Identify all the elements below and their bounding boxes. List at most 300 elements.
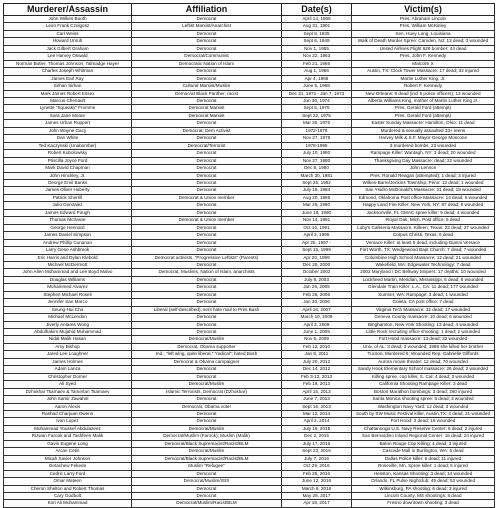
affiliation-cell: Democrat — [132, 418, 282, 425]
victims-cell: Walk of Death Murder Spree: Camden, NJ: 13 dead; 3 wounded — [352, 38, 495, 45]
murderer-cell: Mohammed Alvarez — [4, 284, 132, 291]
victims-cell: Alberta Williams King, mother of Martin Luther King Jr. — [352, 97, 495, 104]
murderer-cell: Seung-Hui Cho — [4, 306, 132, 313]
table-row — [4, 90, 495, 97]
affiliation-cell: Democrat — [132, 135, 282, 142]
murderer-cell: Leon Frank Czolgosz — [4, 23, 132, 30]
victims-cell: Pres. Gerald Ford (attempt) — [352, 105, 495, 112]
victims-cell: Wilkinsburg, PA shooting: 6 dead; 3 injured — [352, 485, 495, 492]
date-cell: April 15, 2013 — [282, 388, 352, 395]
murderer-cell: James Earl Ray — [4, 75, 132, 82]
affiliation-cell: Democrat — [132, 150, 282, 157]
affiliation-cell: Democrat, Obama voter — [132, 403, 282, 410]
affiliation-cell: Democrat & Union member — [132, 217, 282, 224]
affiliation-cell: Democrat Black Panther, racist — [132, 90, 282, 97]
date-cell: Nov 14, 1991 — [282, 217, 352, 224]
affiliation-cell: Democrat/Muslim — [132, 448, 282, 455]
affiliation-cell: Democrat — [132, 299, 282, 306]
murderer-cell: Eric Harris and Dylan Klebold — [4, 254, 132, 261]
murderer-cell: James Oliver Huberty — [4, 187, 132, 194]
date-cell: Oct 29, 2016 — [282, 463, 352, 470]
victims-cell: Thanksgiving Day Massacre: dead; 22 wounded — [352, 157, 495, 164]
victims-cell: Binghamton, New York Shooting: 13 dead; 4 wounded — [352, 321, 495, 328]
date-cell: Jan 26, 2005 — [282, 284, 352, 291]
affiliation-cell: Democrat — [132, 172, 282, 179]
date-cell: July 17, 2016 — [282, 440, 352, 447]
date-cell: Dec 26, 2000 — [282, 261, 352, 268]
table-row — [4, 351, 495, 358]
murderer-cell: Douglas Williams — [4, 276, 132, 283]
murderer-cell: Cary Godbolt — [4, 493, 132, 500]
victims-cell: Pres. William McKinley — [352, 23, 495, 30]
table-row — [4, 261, 495, 268]
date-cell: Sept 5, 1975 — [282, 105, 352, 112]
table-row — [4, 172, 495, 179]
date-cell: April 3, 1995 — [282, 232, 352, 239]
affiliation-cell: Democrat — [132, 239, 282, 246]
murderer-cell: Ali Syed — [4, 381, 132, 388]
victims-cell: Fresno downtown shooting: 3 dead — [352, 500, 495, 507]
table-row — [4, 329, 495, 336]
murderer-cell: Cedric Larry Ford — [4, 470, 132, 477]
affiliation-cell: Democrat — [132, 202, 282, 209]
table-row — [4, 38, 495, 45]
header-murderer: Murderer/Assassin — [4, 4, 132, 16]
date-cell: April 3, 2009 — [282, 321, 352, 328]
victims-cell: Hesston, Kansas Shooting: 3 dead; 14 wounded — [352, 470, 495, 477]
affiliation-cell: Democrat & Union member — [132, 194, 282, 201]
murderer-cell: Jack Gilbert Graham — [4, 45, 132, 52]
affiliation-cell: Democrat/Muslim/ISIS — [132, 478, 282, 485]
table-row — [4, 150, 495, 157]
victims-cell: Fort Worth, TX: Wedgewood Bapt Church: 7 dead; 7 wounded — [352, 247, 495, 254]
date-cell: Jan 30, 2006 — [282, 299, 352, 306]
victims-cell: Killing spree, cop killer, S. Cal: 4 dead; 3 wounded — [352, 373, 495, 380]
murderer-cell: Sara Jane Moore — [4, 112, 132, 119]
affiliation-cell: Democrat Marxist — [132, 112, 282, 119]
date-cell: Apr 18, 2017 — [282, 500, 352, 507]
murderer-cell: Norman Butler, Thomas Johnson, Talmadge Hayer — [4, 60, 132, 67]
murderer-cell: Marcus Chenault — [4, 97, 132, 104]
date-cell: Mar 12, 2014 — [282, 411, 352, 418]
table-row — [4, 291, 495, 298]
date-cell: June 12, 2016 — [282, 478, 352, 485]
affiliation-cell: Democrat — [132, 411, 282, 418]
date-cell: Dec 14, 2012 — [282, 366, 352, 373]
table-row — [4, 30, 495, 37]
murderer-cell: Priscilla Joyce Ford — [4, 157, 132, 164]
murderer-cell: Thomas McIlvane — [4, 217, 132, 224]
affiliation-cell: Democrat — [132, 38, 282, 45]
murderer-cell: Michael McDermott — [4, 261, 132, 268]
victims-cell: San Ysidro McDonald's Massacre: 21 dead; 19 wounded — [352, 187, 495, 194]
victims-cell: New Orleans: 9 dead (incl 5 police officers); 13 wounded — [352, 90, 495, 97]
date-cell: Aug 20, 1986 — [282, 194, 352, 201]
table-row — [4, 284, 495, 291]
victims-cell: Sumner, WA: Rampage: 3 dead; 1 wounded — [352, 291, 495, 298]
affiliation-cell: Democrat — [132, 179, 282, 186]
victims-cell: Fort Hood: 3 dead; 16 wounded — [352, 418, 495, 425]
victims-cell: Luby's Cafeteria Massacre, Killeen, Texas: 23 dead; 27 wounded — [352, 224, 495, 231]
affiliation-cell: Democrat & Obama campaigner — [132, 358, 282, 365]
table-row — [4, 299, 495, 306]
date-cell: Sept 6, 1949 — [282, 38, 352, 45]
victims-cell: Easter Sunday Massacre: Hamilton, Ohio: 11 dead — [352, 120, 495, 127]
affiliation-cell: Democrat — [132, 120, 282, 127]
victims-cell: Harvey Milk & S.F. Mayor George Moscone — [352, 135, 495, 142]
affiliation-cell: Democrat — [132, 261, 282, 268]
date-cell: Dec 2, 2015 — [282, 433, 352, 440]
table-row — [4, 448, 495, 455]
murderer-cell: James Urban Ruppert — [4, 120, 132, 127]
date-cell: Sept 15, 1999 — [282, 247, 352, 254]
date-cell: July 8, 2003 — [282, 276, 352, 283]
table-row — [4, 478, 495, 485]
affiliation-cell: Democrat — [132, 291, 282, 298]
victims-cell: Roseville, Mn. Spree killer: 1 dead; 5 injured — [352, 463, 495, 470]
table-row — [4, 254, 495, 261]
murderer-cell: Mark James Robert Essex — [4, 90, 132, 97]
date-cell: 1978-1995 — [282, 142, 352, 149]
date-cell: Feb 3-12, 2013 — [282, 373, 352, 380]
murderer-cell: Aaron Alexis — [4, 403, 132, 410]
victims-cell: Tucson, Murdered 6; Wounded Rep. Gabrielle Giffords — [352, 351, 495, 358]
victims-cell: Lockheed Martin, Meridian, Mississippi, 6 dead; 8 wounded — [352, 276, 495, 283]
date-cell: Feb 25, 2016 — [282, 470, 352, 477]
murderer-cell: Gavin Eugene Long — [4, 440, 132, 447]
victims-cell: Glendale Train Killer: L.A., CA: 11 dead; 177 wounded — [352, 284, 495, 291]
table-row — [4, 433, 495, 440]
date-cell: March 30, 1981 — [282, 172, 352, 179]
murderer-cell: Christopher Dorner — [4, 373, 132, 380]
murderer-cell: Rashad Charjuan Owens — [4, 411, 132, 418]
victims-cell: Boston Marathon bombings: 3 dead; 260 injured — [352, 388, 495, 395]
table-row — [4, 470, 495, 477]
date-cell: April 14, 1865 — [282, 16, 352, 23]
affiliation-cell: Democrat/Terrorist — [132, 142, 282, 149]
victims-cell: Corpus Christi, Texas: 6 dead — [352, 232, 495, 239]
date-cell: July 10, 1980 — [282, 150, 352, 157]
affiliation-cell: Democrat/Communist — [132, 53, 282, 60]
victims-cell: Cascade Mall in Burlington, WA: 5 dead — [352, 448, 495, 455]
affiliation-cell: Democrat/Black Supremacist/Racist/BLM — [132, 455, 282, 462]
table-row — [4, 217, 495, 224]
date-cell: Feb 26, 2005 — [282, 291, 352, 298]
date-cell: Sept 8, 1935 — [282, 30, 352, 37]
victims-cell: John Lennon — [352, 165, 495, 172]
table-row — [4, 75, 495, 82]
victims-cell: Santa Monica shooting spree: 5 dead; 3 wounded — [352, 396, 495, 403]
victims-cell: Baton Rouge Cop Killing: 4 dead; 3 injured — [352, 440, 495, 447]
table-row — [4, 23, 495, 30]
date-cell: Aug 1, 1966 — [282, 68, 352, 75]
affiliation-cell: Democrat — [132, 97, 282, 104]
murderer-cell: Larry Gene Ashbrook — [4, 247, 132, 254]
victims-cell: United Airlines Flight 629 bomber; 44 dead — [352, 45, 495, 52]
date-cell: April 2, 2014 — [282, 418, 352, 425]
victims-cell: Pres. Abraham Lincoln — [352, 16, 495, 23]
date-cell: June 7, 2013 — [282, 396, 352, 403]
table-row — [4, 276, 495, 283]
table-row — [4, 343, 495, 350]
murderer-cell: Cheron Shelton and Robert Thomas — [4, 485, 132, 492]
murderer-cell: Arcan Cetin — [4, 448, 132, 455]
affiliation-cell: Democrat Marxist — [132, 105, 282, 112]
date-cell: Nov 27, 1978 — [282, 135, 352, 142]
table-row — [4, 16, 495, 23]
date-cell: Nov 27, 1980 — [282, 157, 352, 164]
murderer-cell: Andrew Phillip Cunanan — [4, 239, 132, 246]
date-cell: July 18, 1984 — [282, 187, 352, 194]
date-cell: Dec 31, 1972 - Jan 7, 1973 — [282, 90, 352, 97]
date-cell: Aug 31, 1901 — [282, 23, 352, 30]
affiliation-cell: Democrat — [132, 16, 282, 23]
table-row — [4, 45, 495, 52]
affiliation-cell: Democrat — [132, 373, 282, 380]
table-row — [4, 194, 495, 201]
date-cell: June 5, 1968 — [282, 83, 352, 90]
affiliation-cell: Democrat — [132, 485, 282, 492]
victims-cell: Royal Oak, Mich. Post office: 5 dead — [352, 217, 495, 224]
date-cell: Apr 4, 1968 — [282, 75, 352, 82]
table-row — [4, 440, 495, 447]
date-cell: Nov 22, 1963 — [282, 53, 352, 60]
table-row — [4, 455, 495, 462]
date-cell: Apr 25, 1997 - — [282, 239, 352, 246]
affiliation-cell: Democratic Nation of Islam — [132, 60, 282, 67]
table-row — [4, 127, 495, 134]
murderer-cell: Robert Kubolowsky — [4, 150, 132, 157]
date-cell: May 28, 2017 — [282, 493, 352, 500]
victims-cell: Univ. of AL: 3 dead; 3 wounded; 1986 she killed her brother — [352, 343, 495, 350]
murderer-cell: Stephen Michael Roseli — [4, 291, 132, 298]
table-row — [4, 425, 495, 432]
victims-cell: Jacksonville, FL GMAC spree killer: 9 dead; 4 wounded — [352, 209, 495, 216]
table-row — [4, 83, 495, 90]
table-row — [4, 187, 495, 194]
murderer-cell: Kori Ali Muhammad — [4, 500, 132, 507]
table-row — [4, 485, 495, 492]
header-dates: Date(s) — [282, 4, 352, 16]
murderer-cell: Lee Harvey Oswald — [4, 53, 132, 60]
date-cell: July 16, 2015 — [282, 425, 352, 432]
victims-cell: Edmond, Oklahoma Post office Massacre: 14 dead; 6 wounded — [352, 194, 495, 201]
murderer-cell: Sirhan Sirhan — [4, 83, 132, 90]
victims-cell: 2002 Maryland / DC Beltway Snipers: 17 deaths; 10 wounded — [352, 269, 495, 276]
murderer-cell: John Samir Zawahiri — [4, 396, 132, 403]
murderer-cell: John Allen Muhammad and Lee Boyd Malvo — [4, 269, 132, 276]
table-row — [4, 493, 495, 500]
murderer-cell: Howard Unruh — [4, 38, 132, 45]
assassins-table-sheet — [3, 3, 494, 508]
murderer-cell: Dzhokhar Tsarnaev & Tamerlan Tsarnaev — [4, 388, 132, 395]
victims-cell: Versace Killer: at least 5 dead, including Gianni Versace — [352, 239, 495, 246]
table-row — [4, 314, 495, 321]
affiliation-cell: Democrat/Muslim — [132, 425, 282, 432]
murderer-cell: Ted Kaczynski (Unabomber) — [4, 142, 132, 149]
date-cell: 1972-1978 — [282, 127, 352, 134]
murderer-cell: Adam Lanza — [4, 366, 132, 373]
date-cell: Mar 30, 1975 — [282, 120, 352, 127]
table-row — [4, 224, 495, 231]
date-cell: Jan 8, 2011 — [282, 351, 352, 358]
table-row — [4, 463, 495, 470]
murderer-cell: Jennifer San Marco — [4, 299, 132, 306]
murderer-cell: James Edward Pough — [4, 209, 132, 216]
date-cell: Feb 19, 2013 — [282, 381, 352, 388]
victims-cell: San Bernardino Inland Regional Center: 16 dead; 24 injured — [352, 433, 495, 440]
table-row — [4, 247, 495, 254]
victims-cell: Pres. Ronald Reagan (attempted); 1 dead; 3 injured — [352, 172, 495, 179]
affiliation-cell: Democrat — [132, 68, 282, 75]
table-row — [4, 336, 495, 343]
victims-cell: Sandy Hook Elementary School massacre: 26 dead; 2 wounded — [352, 366, 495, 373]
date-cell: Apr 20, 1999 — [282, 254, 352, 261]
affiliation-cell: Democrat — [132, 209, 282, 216]
victims-cell: Murdered & sexually assaulted 33+ teens — [352, 127, 495, 134]
table-row — [4, 239, 495, 246]
date-cell: June 18, 1990 — [282, 209, 352, 216]
date-cell: Nov 1, 1955 — [282, 45, 352, 52]
affiliation-cell: Democrat/Muslim/Racist/BLM — [132, 500, 282, 507]
date-cell: July 7, 2016 — [282, 455, 352, 462]
victims-cell: Washington Navy Yard: 12 dead; 3 wounded — [352, 403, 495, 410]
murderer-cell: Ivan Lopez — [4, 418, 132, 425]
date-cell: Mar 25, 1990 — [282, 202, 352, 209]
header-victims: Victim(s) — [352, 4, 495, 16]
date-cell: March 10, 2009 — [282, 314, 352, 321]
affiliation-cell: Democrat — [132, 276, 282, 283]
affiliation-cell: Democrat — [132, 284, 282, 291]
affiliation-cell: Democrat — [132, 366, 282, 373]
murderer-cell: Dan White — [4, 135, 132, 142]
victims-cell: Austin, TX: Clock Tower Massacre: 17 dead; 32 injured — [352, 68, 495, 75]
affiliation-cell: Democrat — [132, 396, 282, 403]
victims-cell: Chattanooga U.S. Navy Reserve Center: 6 dead; 2 injured — [352, 425, 495, 432]
affiliation-cell: Cultural Marxist/Muslim — [132, 83, 282, 90]
victims-cell: 3 murdered bombs, 23 wounded — [352, 142, 495, 149]
victims-cell: Pres. Gerald Ford (attempt) — [352, 112, 495, 119]
murderer-cell: Lynette "Squeaky" Fromme — [4, 105, 132, 112]
affiliation-cell: Muslim "Refugee" — [132, 463, 282, 470]
affiliation-cell: Democrat/Black Supremacist/Racist/BLM — [132, 440, 282, 447]
header-affiliation: Affiliation — [132, 4, 282, 16]
date-cell: Nov 5, 2009 — [282, 336, 352, 343]
murderer-cell: Michael McLendon — [4, 314, 132, 321]
table-row — [4, 373, 495, 380]
murderer-cell: Abdulhakim Mujahid Muhammad — [4, 329, 132, 336]
date-cell: July 20, 2012 — [282, 358, 352, 365]
victims-cell: Martin Luther King, Jr. — [352, 75, 495, 82]
table-row — [4, 366, 495, 373]
table-row — [4, 97, 495, 104]
affiliation-cell: Democrat — [132, 75, 282, 82]
date-cell: June 1, 2009 — [282, 329, 352, 336]
murderer-cell: Mark David Chapman — [4, 165, 132, 172]
table-row — [4, 381, 495, 388]
table-row — [4, 500, 495, 507]
murderer-cell: John Wayne Gacy — [4, 127, 132, 134]
victims-cell: Columbine High School Massacre: 12 dead; 21 wounded — [352, 254, 495, 261]
murderer-cell: Julio Gonzalez — [4, 202, 132, 209]
affiliation-cell: Democrat/Muslim (Farook); Muslim (Malik) — [132, 433, 282, 440]
murderer-cell: Nidal Malik Hasan — [4, 336, 132, 343]
murderer-cell: John Hinckley, Jr. — [4, 172, 132, 179]
murderer-cell: George Emil Banks — [4, 179, 132, 186]
table-row — [4, 358, 495, 365]
murderer-cell: Getachew Fekede — [4, 463, 132, 470]
affiliation-cell: Democrat — [132, 165, 282, 172]
affiliation-cell: Democrat activists, "Progressive Leftists" (Parents) — [132, 254, 282, 261]
date-cell: Jun 30, 1974 — [282, 97, 352, 104]
table-row — [4, 202, 495, 209]
murderer-cell: Carl Weiss — [4, 30, 132, 37]
table-row — [4, 418, 495, 425]
header-row — [4, 4, 495, 16]
table-row — [4, 60, 495, 67]
table-row — [4, 53, 495, 60]
affiliation-cell: Democrat — [132, 314, 282, 321]
murderer-cell: Micah Xavier Johnson — [4, 455, 132, 462]
affiliation-cell: Democrat — [132, 30, 282, 37]
affiliation-cell: Ind.; "left wing, quite liberal," "radical"; hated Bush — [132, 351, 282, 358]
table-row — [4, 388, 495, 395]
murderer-cell: George Hennard — [4, 224, 132, 231]
affiliation-cell: Democrat — [132, 232, 282, 239]
affiliation-cell: Democrat/Muslim — [132, 381, 282, 388]
date-cell: Sept 16, 2013 — [282, 403, 352, 410]
date-cell: March 9, 2016 — [282, 485, 352, 492]
table-row — [4, 411, 495, 418]
affiliation-cell: Leftist Marxist/Anarchist — [132, 23, 282, 30]
date-cell: Dec 8, 1980 — [282, 165, 352, 172]
affiliation-cell: Democrat — [132, 45, 282, 52]
table-row — [4, 396, 495, 403]
murderer-cell: Patrick Sherrill — [4, 194, 132, 201]
affiliation-cell: Islamic Terrorists, Democrat (Dzhokhar) — [132, 388, 282, 395]
affiliation-cell: Democrat/Muslim — [132, 336, 282, 343]
table-body — [4, 16, 495, 508]
murderer-cell: Charles Joseph Whitman — [4, 68, 132, 75]
table-row — [4, 112, 495, 119]
murderer-cell: James Daniel Simpson — [4, 232, 132, 239]
table-row — [4, 68, 495, 75]
table-row — [4, 165, 495, 172]
victims-cell: California Shooting Rampage Killer: 3 dead — [352, 381, 495, 388]
affiliation-cell: Democrat — [132, 187, 282, 194]
murderer-cell: James Holmes — [4, 358, 132, 365]
table-row — [4, 321, 495, 328]
affiliation-cell: Democrat, Muslims, Nation of Islam, anarchists — [132, 269, 282, 276]
victims-cell: Orlando, FL Pulse Nightclub: 49 dead; 53 wounded — [352, 478, 495, 485]
date-cell: Feb 12, 2010 — [282, 343, 352, 350]
murderer-cell: Omar Mateen — [4, 478, 132, 485]
table-row — [4, 157, 495, 164]
affiliation-cell: Democrat — [132, 247, 282, 254]
victims-cell: Virginia Tech Massacre: 32 dead; 17 wounded — [352, 306, 495, 313]
murderers-table — [3, 3, 495, 508]
table-row — [4, 403, 495, 410]
table-row — [4, 105, 495, 112]
victims-cell: Geneva County massacre: 10 dead; 6 wounded — [352, 314, 495, 321]
affiliation-cell: Liberal (self-described); sent hate mail to Pres Bush — [132, 306, 282, 313]
victims-cell: Happy Land Fire Killer: New York, NY: 87 dead; 6 wounded — [352, 202, 495, 209]
affiliation-cell: Democrat — [132, 224, 282, 231]
date-cell: October 2002 — [282, 269, 352, 276]
victims-cell: Rampage Killer: Wantagh, NY: 3 dead; 20 wounded — [352, 150, 495, 157]
date-cell: April 16, 2007 — [282, 306, 352, 313]
murderer-cell: Jiverly Antares Wong — [4, 321, 132, 328]
